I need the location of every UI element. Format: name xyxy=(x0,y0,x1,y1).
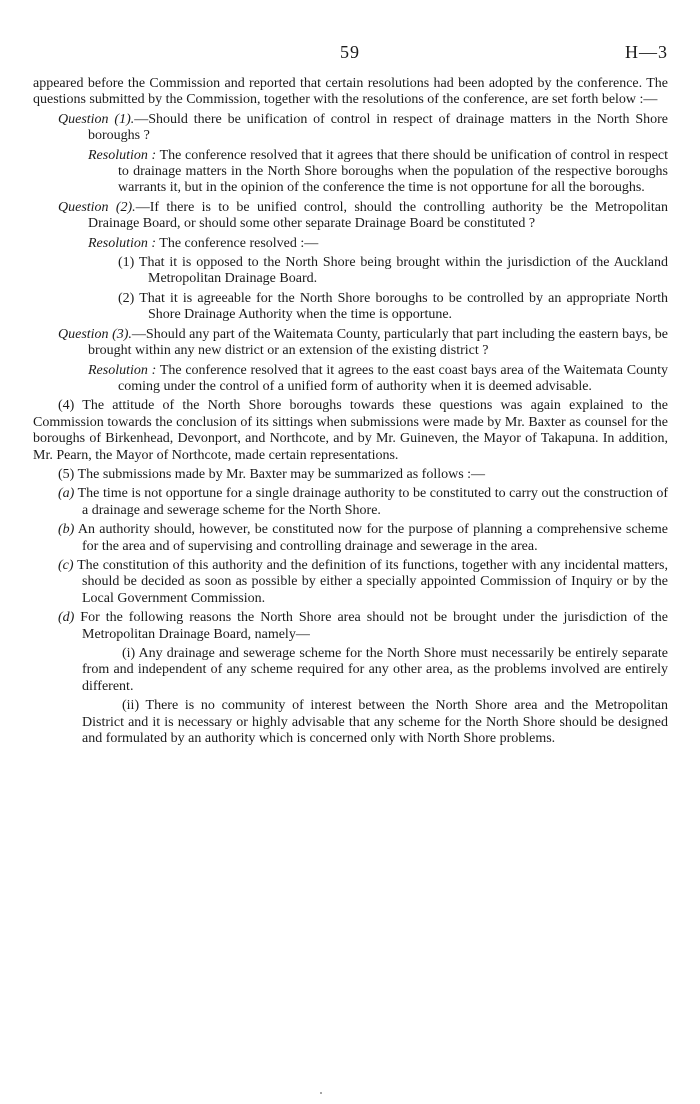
item-d-label: (d) xyxy=(58,610,75,626)
item-c-text: The constitution of this authority and the definition of its functions, together with any incidental matters, should be decided as soon as possible by either a specially appointed Commission of Inquiry or by the Local Government Commission. xyxy=(73,557,668,606)
item-a-text: The time is not opportune for a single drainage authority to be constituted to carry out the construction of a drainage and sewerage scheme for the North Shore. xyxy=(74,486,668,518)
item-d xyxy=(58,610,668,643)
resolution-1-label: Resolution : xyxy=(88,147,157,163)
document-reference: H—3 xyxy=(625,42,668,62)
item-a-label: (a) xyxy=(58,486,75,502)
paragraph-5: (5) The submissions made by Mr. Baxter may be summarized as follows :— xyxy=(58,466,486,482)
item-c xyxy=(58,558,668,607)
resolution-3-text: The conference resolved that it agrees to the east coast bays area of the Waitemata County coming under the control of a unified form of authority when it is deemed advisable. xyxy=(118,362,668,394)
question-1-text: —Should there be unification of control in respect of drainage matters in the North Shore boroughs ? xyxy=(88,111,668,144)
intro-paragraph: appeared before the Commission and reported that certain resolutions had been adopted by the conference. The questions submitted by the Commission, together with the resolutions of the conference, are set forth below :— xyxy=(33,76,668,108)
item-d-ii: (ii) There is no community of interest between the North Shore area and the Metropolitan District and it is necessary or highly advisable that any scheme for the North Shore should be designed and formulated by an authority which is concerned only with North Shore problems. xyxy=(82,698,668,747)
document-body xyxy=(33,76,668,750)
question-3 xyxy=(58,327,668,360)
resolution-2-item-1: (1) That it is opposed to the North Shore being brought within the jurisdiction of the Auckland Metropolitan Drainage Board. xyxy=(118,255,668,287)
question-2-label: Question (2). xyxy=(58,199,136,215)
resolution-2 xyxy=(88,236,668,252)
question-1-label: Question (1). xyxy=(58,111,135,127)
resolution-1-text: The conference resolved that it agrees that there should be unification of control in respect to drainage matters in the North Shore boroughs when the population of the respective boroughs warrants it, but in the opinion of the conference the time is not opportune for all the boroughs. xyxy=(118,147,669,196)
item-a xyxy=(58,486,668,519)
resolution-2-text: The conference resolved :— xyxy=(156,235,319,251)
resolution-2-item-2: (2) That it is agreeable for the North Shore boroughs to be controlled by an appropriate North Shore Drainage Authority when the time is opportune. xyxy=(118,290,668,323)
question-2 xyxy=(58,200,668,233)
question-1 xyxy=(58,112,668,145)
item-b xyxy=(58,522,668,555)
item-b-text: An authority should, however, be constituted now for the purpose of planning a comprehensive scheme for the area and of supervising and controlling drainage and sewerage in the area. xyxy=(74,522,668,554)
item-d-text: For the following reasons the North Shore area should not be brought under the jurisdiction of the Metropolitan Drainage Board, namely— xyxy=(74,610,668,642)
resolution-3 xyxy=(88,363,668,396)
page-speck xyxy=(320,1092,322,1094)
item-c-label: (c) xyxy=(58,557,74,573)
resolution-3-label: Resolution : xyxy=(88,362,157,378)
paragraph-4: (4) The attitude of the North Shore boroughs towards these questions was again explained to the Commission towards the conclusion of its sittings when submissions were made by Mr. Baxter as counsel for the boroughs of Birkenhead, Devonport, and Northcote, and by Mr. Guineven, the Mayor of Takapuna. In addition, Mr. Pearn, the Mayor of Northcote, made certain representations. xyxy=(33,398,668,463)
resolution-1 xyxy=(88,148,668,197)
page-number: 59 xyxy=(340,42,360,62)
question-3-text: —Should any part of the Waitemata County, particularly that part including the eastern bays, be brought within any new district or an extension of the existing district ? xyxy=(88,326,668,359)
resolution-2-label: Resolution : xyxy=(88,235,157,251)
item-b-label: (b) xyxy=(58,522,75,538)
item-d-i: (i) Any drainage and sewerage scheme for the North Shore must necessarily be entirely separate from and independent of any scheme required for any other area, as the problems involved are entirely different. xyxy=(82,646,668,694)
question-3-label: Question (3). xyxy=(58,326,132,342)
question-2-text: —If there is to be unified control, should the controlling authority be the Metropolitan Drainage Board, or should some other separate Drainage Board be constituted ? xyxy=(88,199,668,232)
